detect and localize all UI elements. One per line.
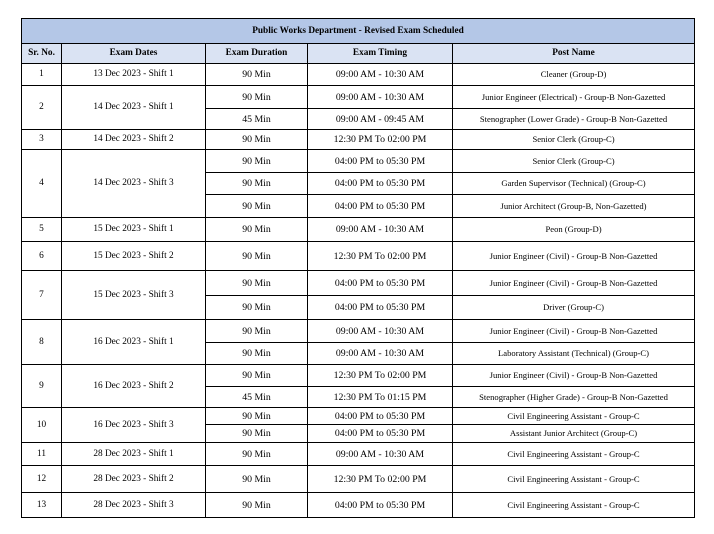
post-name-cell: Civil Engineering Assistant - Group-C	[453, 493, 695, 518]
post-name-cell: Junior Engineer (Electrical) - Group-B Non-Gazetted	[453, 86, 695, 109]
table-row	[22, 130, 695, 150]
exam-duration-cell: 90 Min	[206, 218, 308, 242]
exam-timing-cell: 09:00 AM - 10:30 AM	[308, 320, 453, 343]
exam-duration-cell: 90 Min	[206, 320, 308, 343]
exam-timing-cell: 04:00 PM to 05:30 PM	[308, 493, 453, 518]
post-name-cell: Assistant Junior Architect (Group-C)	[453, 425, 695, 443]
post-name-cell: Junior Engineer (Civil) - Group-B Non-Gazetted	[453, 365, 695, 387]
exam-timing-cell: 12:30 PM To 02:00 PM	[308, 242, 453, 271]
exam-date-cell: 14 Dec 2023 - Shift 3	[62, 150, 206, 218]
exam-timing-cell: 04:00 PM to 05:30 PM	[308, 408, 453, 425]
exam-duration-cell: 90 Min	[206, 425, 308, 443]
header-row	[22, 44, 695, 64]
exam-duration-cell: 90 Min	[206, 343, 308, 365]
table-row	[22, 86, 695, 109]
header-exam-dates: Exam Dates	[62, 44, 206, 64]
post-name-cell: Civil Engineering Assistant - Group-C	[453, 408, 695, 425]
exam-timing-cell: 04:00 PM to 05:30 PM	[308, 150, 453, 173]
post-name-cell: Garden Supervisor (Technical) (Group-C)	[453, 173, 695, 195]
table-row	[22, 64, 695, 86]
exam-timing-cell: 09:00 AM - 10:30 AM	[308, 64, 453, 86]
sr-no-cell: 2	[22, 86, 62, 130]
table-row	[22, 320, 695, 343]
header-sr-no: Sr. No.	[22, 44, 62, 64]
sr-no-cell: 10	[22, 408, 62, 443]
post-name-cell: Peon (Group-D)	[453, 218, 695, 242]
sr-no-cell: 3	[22, 130, 62, 150]
header-exam-timing: Exam Timing	[308, 44, 453, 64]
exam-duration-cell: 90 Min	[206, 408, 308, 425]
table-row	[22, 242, 695, 271]
exam-date-cell: 15 Dec 2023 - Shift 1	[62, 218, 206, 242]
title-row	[22, 19, 695, 44]
exam-date-cell: 16 Dec 2023 - Shift 2	[62, 365, 206, 408]
table-row	[22, 218, 695, 242]
exam-date-cell: 28 Dec 2023 - Shift 1	[62, 443, 206, 466]
exam-date-cell: 15 Dec 2023 - Shift 2	[62, 242, 206, 271]
exam-timing-cell: 09:00 AM - 10:30 AM	[308, 443, 453, 466]
post-name-cell: Laboratory Assistant (Technical) (Group-C)	[453, 343, 695, 365]
post-name-cell: Junior Engineer (Civil) - Group-B Non-Gazetted	[453, 320, 695, 343]
post-name-cell: Junior Engineer (Civil) - Group-B Non-Gazetted	[453, 242, 695, 271]
sr-no-cell: 4	[22, 150, 62, 218]
exam-timing-cell: 09:00 AM - 09:45 AM	[308, 109, 453, 130]
exam-duration-cell: 90 Min	[206, 86, 308, 109]
sr-no-cell: 6	[22, 242, 62, 271]
exam-duration-cell: 90 Min	[206, 130, 308, 150]
table-row	[22, 271, 695, 296]
exam-timing-cell: 04:00 PM to 05:30 PM	[308, 195, 453, 218]
table-row	[22, 408, 695, 425]
exam-timing-cell: 12:30 PM To 02:00 PM	[308, 365, 453, 387]
post-name-cell: Driver (Group-C)	[453, 296, 695, 320]
exam-duration-cell: 45 Min	[206, 109, 308, 130]
exam-timing-cell: 04:00 PM to 05:30 PM	[308, 425, 453, 443]
exam-timing-cell: 12:30 PM To 01:15 PM	[308, 387, 453, 408]
exam-timing-cell: 09:00 AM - 10:30 AM	[308, 218, 453, 242]
exam-date-cell: 14 Dec 2023 - Shift 2	[62, 130, 206, 150]
table-row	[22, 466, 695, 493]
post-name-cell: Stenographer (Higher Grade) - Group-B Non-Gazetted	[453, 387, 695, 408]
sr-no-cell: 8	[22, 320, 62, 365]
exam-timing-cell: 04:00 PM to 05:30 PM	[308, 271, 453, 296]
post-name-cell: Civil Engineering Assistant - Group-C	[453, 466, 695, 493]
exam-duration-cell: 90 Min	[206, 64, 308, 86]
exam-duration-cell: 90 Min	[206, 296, 308, 320]
exam-timing-cell: 04:00 PM to 05:30 PM	[308, 296, 453, 320]
exam-duration-cell: 90 Min	[206, 443, 308, 466]
schedule-body	[22, 64, 695, 518]
exam-date-cell: 14 Dec 2023 - Shift 1	[62, 86, 206, 130]
table-title: Public Works Department - Revised Exam Scheduled	[22, 19, 695, 44]
exam-timing-cell: 12:30 PM To 02:00 PM	[308, 130, 453, 150]
sr-no-cell: 9	[22, 365, 62, 408]
exam-date-cell: 28 Dec 2023 - Shift 3	[62, 493, 206, 518]
exam-date-cell: 16 Dec 2023 - Shift 3	[62, 408, 206, 443]
exam-timing-cell: 09:00 AM - 10:30 AM	[308, 343, 453, 365]
post-name-cell: Junior Engineer (Civil) - Group-B Non-Gazetted	[453, 271, 695, 296]
exam-duration-cell: 45 Min	[206, 387, 308, 408]
exam-duration-cell: 90 Min	[206, 271, 308, 296]
sr-no-cell: 13	[22, 493, 62, 518]
post-name-cell: Senior Clerk (Group-C)	[453, 130, 695, 150]
table-row	[22, 150, 695, 173]
header-exam-duration: Exam Duration	[206, 44, 308, 64]
exam-duration-cell: 90 Min	[206, 173, 308, 195]
post-name-cell: Senior Clerk (Group-C)	[453, 150, 695, 173]
sr-no-cell: 5	[22, 218, 62, 242]
exam-timing-cell: 04:00 PM to 05:30 PM	[308, 173, 453, 195]
post-name-cell: Stenographer (Lower Grade) - Group-B Non-Gazetted	[453, 109, 695, 130]
sr-no-cell: 1	[22, 64, 62, 86]
exam-duration-cell: 90 Min	[206, 466, 308, 493]
exam-timing-cell: 12:30 PM To 02:00 PM	[308, 466, 453, 493]
table-row	[22, 443, 695, 466]
post-name-cell: Cleaner (Group-D)	[453, 64, 695, 86]
exam-duration-cell: 90 Min	[206, 365, 308, 387]
exam-timing-cell: 09:00 AM - 10:30 AM	[308, 86, 453, 109]
exam-duration-cell: 90 Min	[206, 242, 308, 271]
sr-no-cell: 11	[22, 443, 62, 466]
exam-date-cell: 16 Dec 2023 - Shift 1	[62, 320, 206, 365]
exam-duration-cell: 90 Min	[206, 195, 308, 218]
post-name-cell: Junior Architect (Group-B, Non-Gazetted)	[453, 195, 695, 218]
exam-date-cell: 13 Dec 2023 - Shift 1	[62, 64, 206, 86]
post-name-cell: Civil Engineering Assistant - Group-C	[453, 443, 695, 466]
exam-date-cell: 28 Dec 2023 - Shift 2	[62, 466, 206, 493]
sr-no-cell: 12	[22, 466, 62, 493]
exam-date-cell: 15 Dec 2023 - Shift 3	[62, 271, 206, 320]
exam-duration-cell: 90 Min	[206, 493, 308, 518]
table-row	[22, 493, 695, 518]
sr-no-cell: 7	[22, 271, 62, 320]
exam-schedule-table	[21, 18, 695, 518]
exam-duration-cell: 90 Min	[206, 150, 308, 173]
header-post-name: Post Name	[453, 44, 695, 64]
table-row	[22, 365, 695, 387]
